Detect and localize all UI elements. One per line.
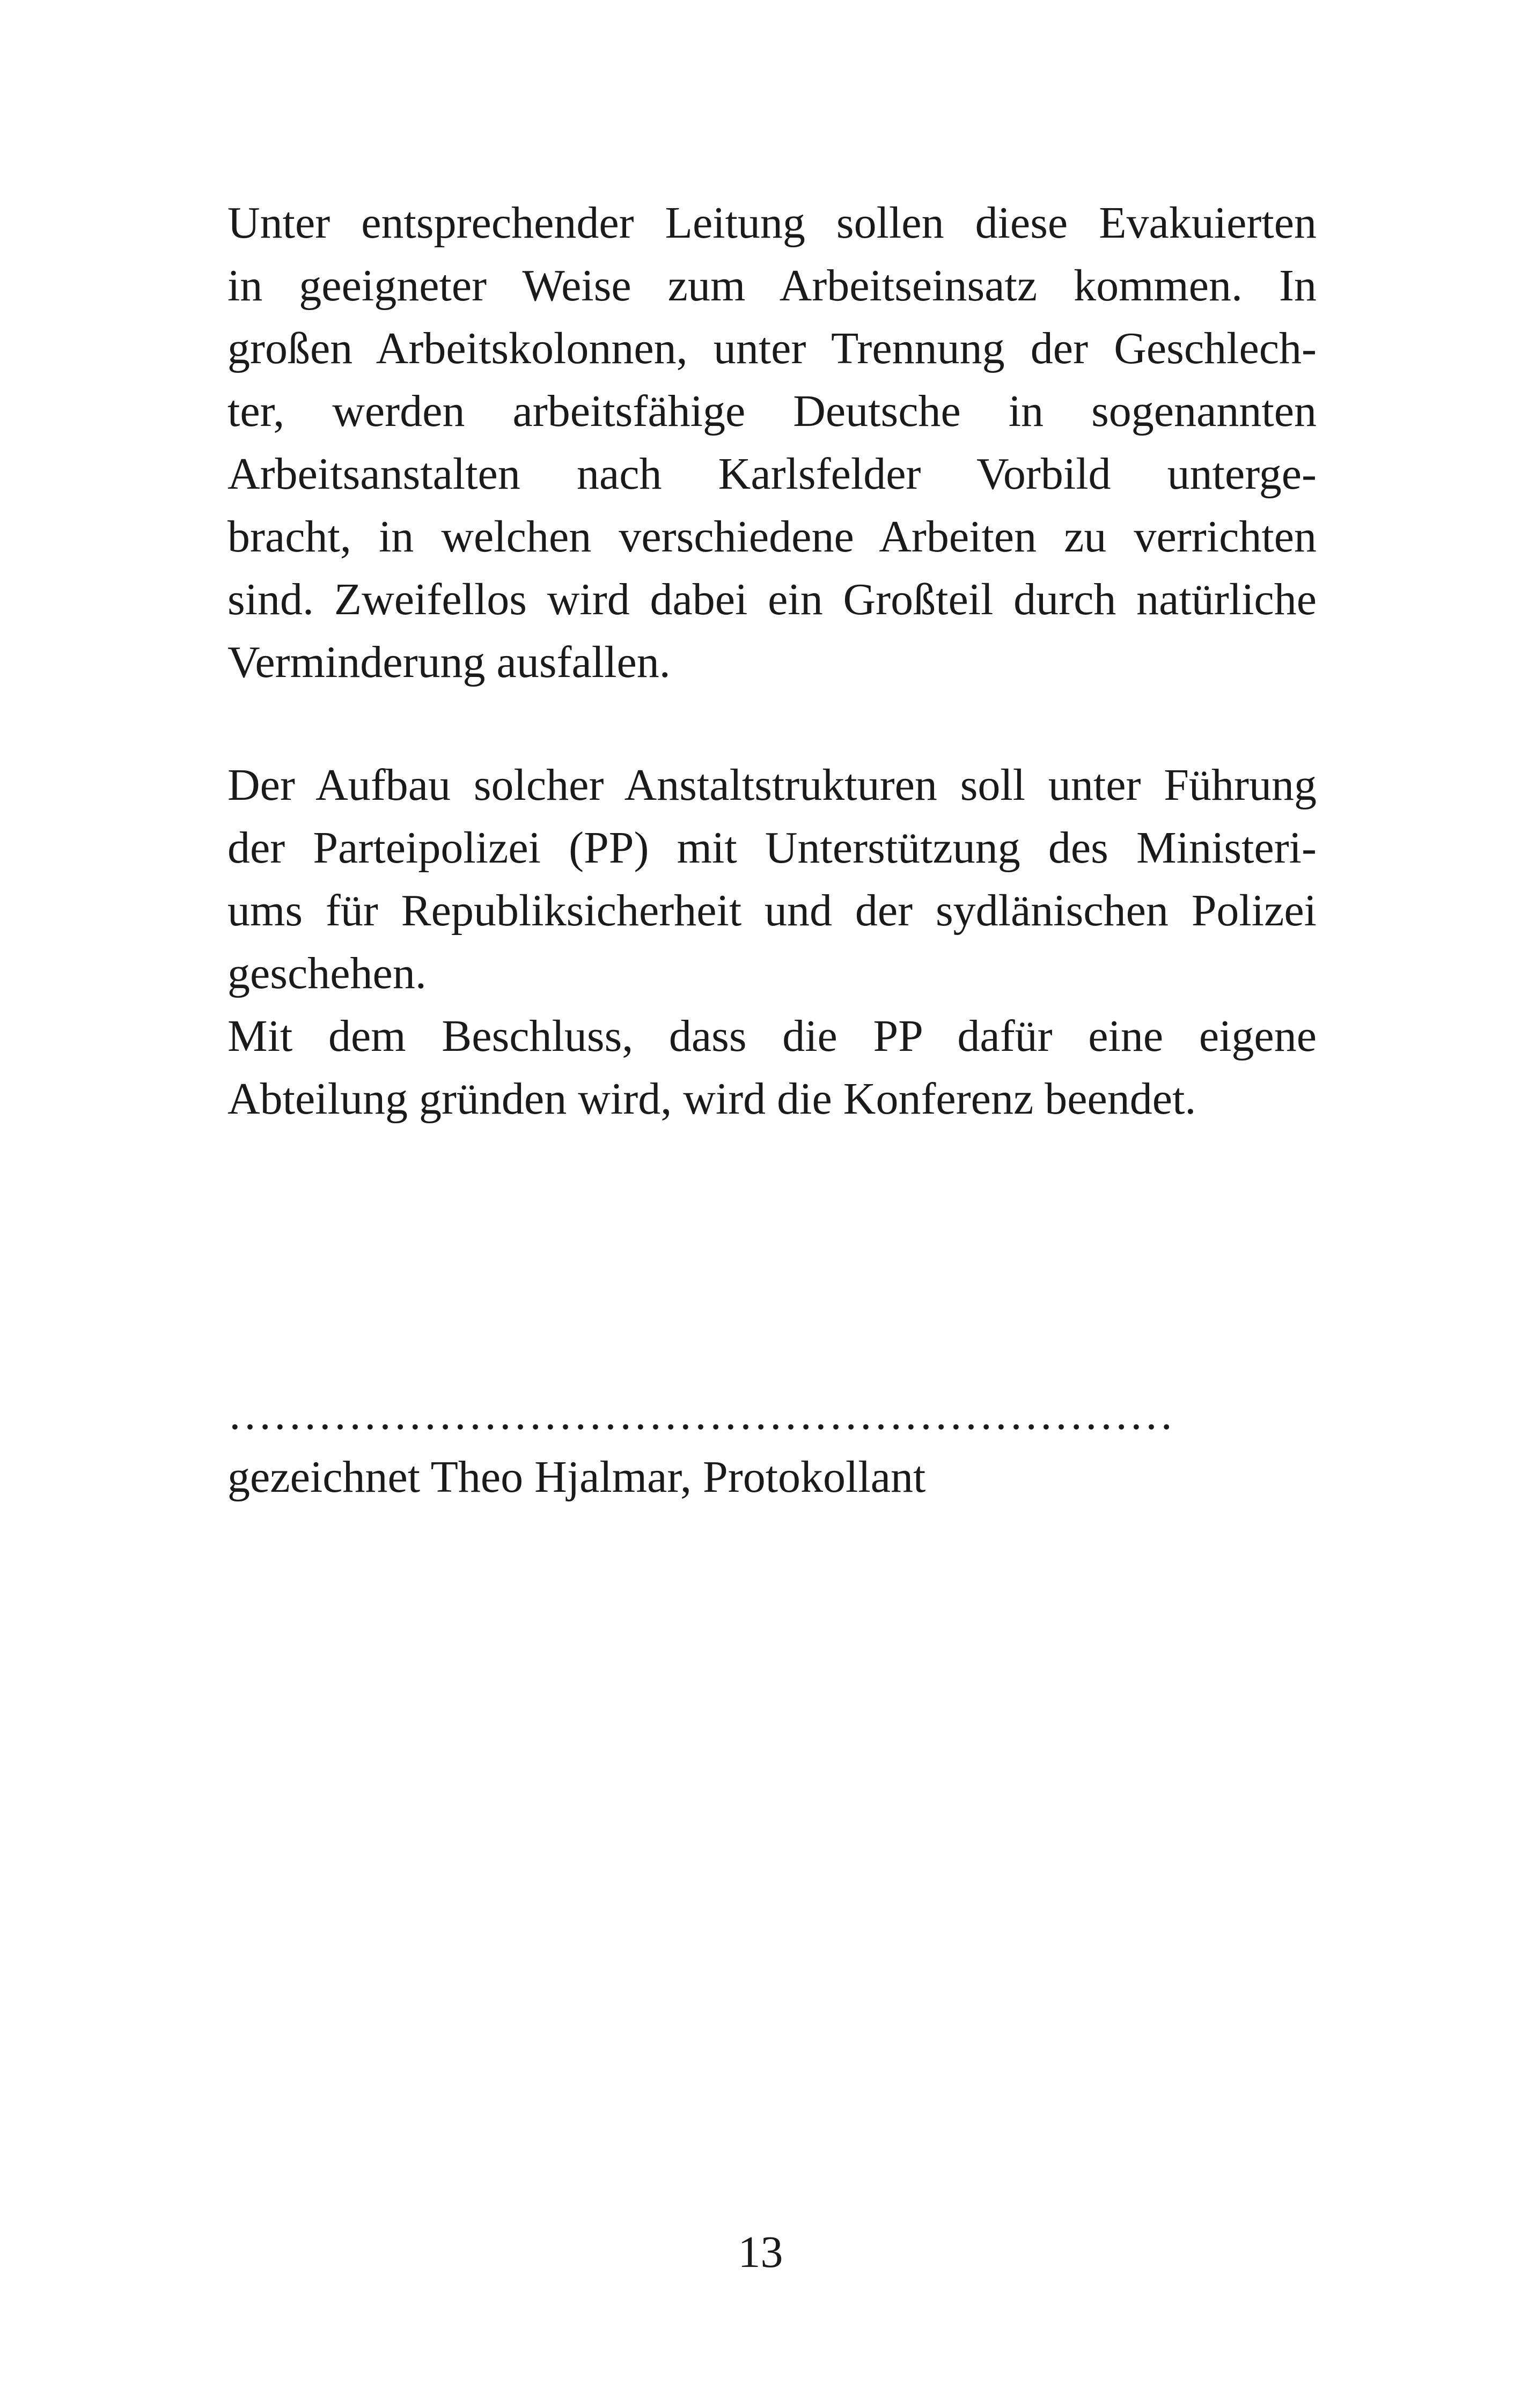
text-line: geschehen. <box>227 948 427 998</box>
text-line: der Parteipolizei (PP) mit Unterstützung des Ministeri- <box>227 823 1317 873</box>
text-line: Mit dem Beschluss, dass die PP dafür eine eigene <box>227 1011 1317 1061</box>
signature-block <box>227 1383 1317 1508</box>
paragraph-structure <box>227 754 1317 1130</box>
text-line: Abteilung gründen wird, wird die Konferenz beendet. <box>227 1074 1196 1124</box>
signature-dotted-line: ……………………………………………………… <box>227 1389 1174 1439</box>
text-line: ums für Republiksicherheit und der sydlänischen Polizei <box>227 886 1317 936</box>
paragraph-evacuation <box>227 192 1317 694</box>
text-line: in geeigneter Weise zum Arbeitseinsatz kommen. In <box>227 261 1317 311</box>
signature-text: gezeichnet Theo Hjalmar, Protokollant <box>227 1452 926 1502</box>
page-number: 13 <box>738 2227 783 2277</box>
text-line: Der Aufbau solcher Anstaltstrukturen soll unter Führung <box>227 760 1317 810</box>
text-line: großen Arbeitskolonnen, unter Trennung der Geschlech- <box>227 323 1317 373</box>
text-line: sind. Zweifellos wird dabei ein Großteil durch natürliche <box>227 575 1317 624</box>
text-line: Verminderung ausfallen. <box>227 637 671 687</box>
text-line: ter, werden arbeitsfähige Deutsche in sogenannten <box>227 386 1317 436</box>
text-line: Arbeitsanstalten nach Karlsfelder Vorbild unterge- <box>227 449 1317 499</box>
text-line: bracht, in welchen verschiedene Arbeiten zu verrichten <box>227 512 1317 562</box>
text-line: Unter entsprechender Leitung sollen diese Evakuierten <box>227 198 1317 248</box>
